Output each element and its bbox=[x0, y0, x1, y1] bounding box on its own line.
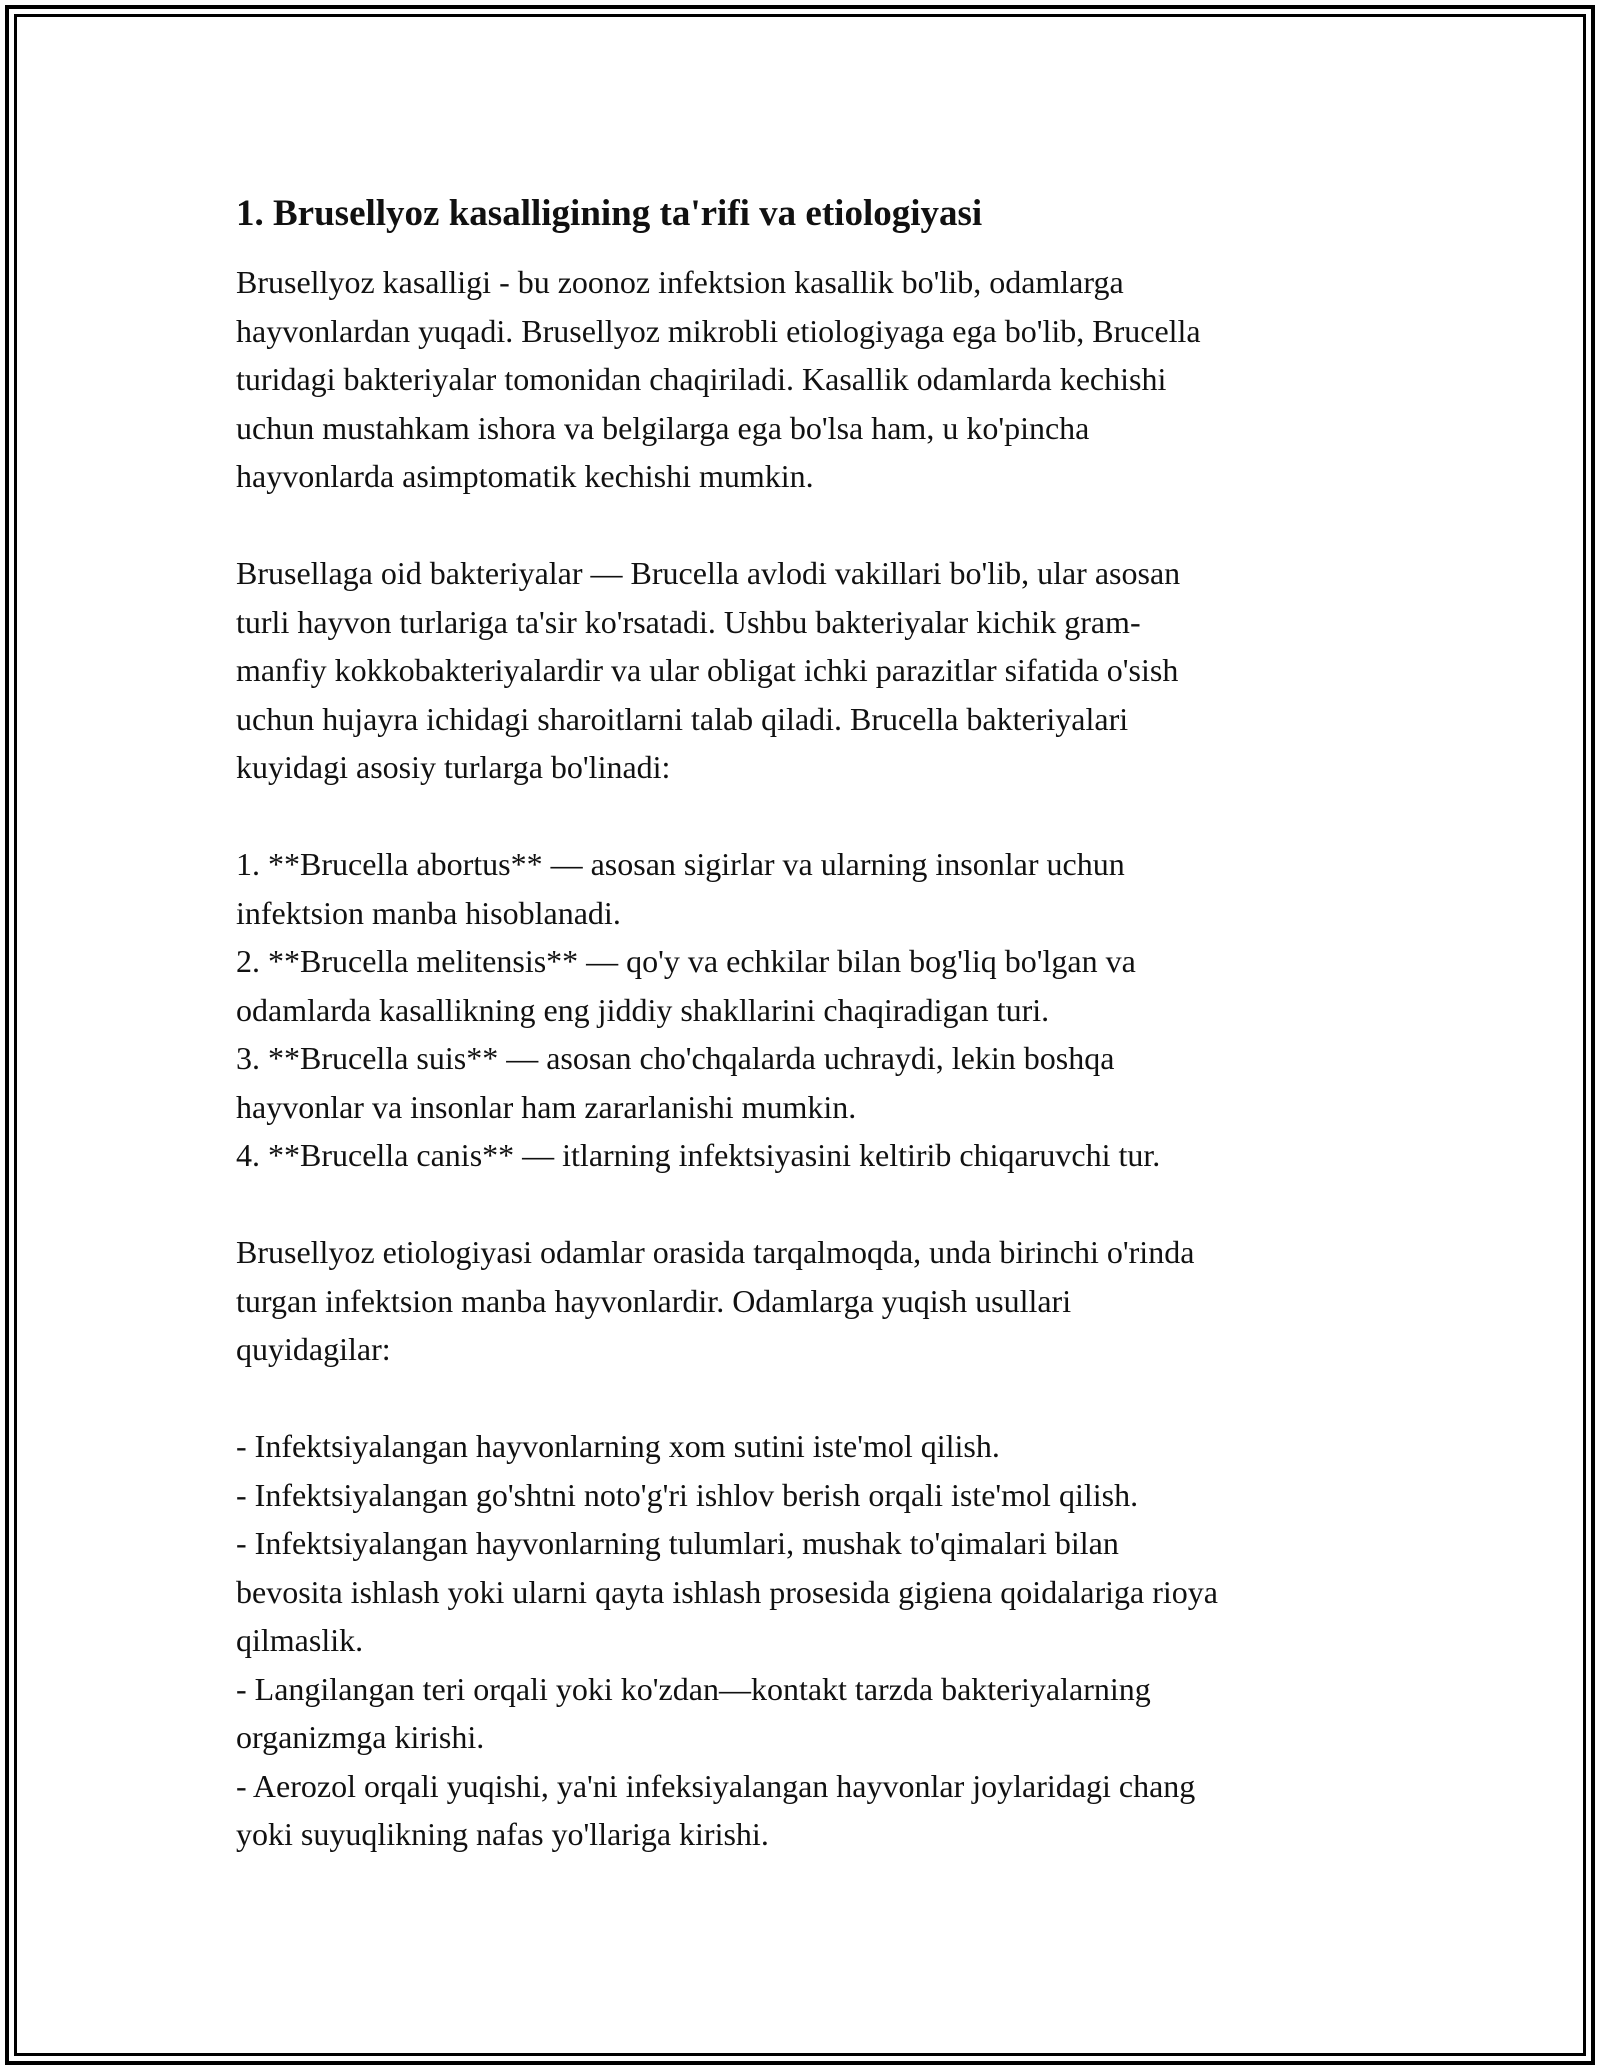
text-line: - Aerozol orqali yuqishi, ya'ni infeksiyalangan hayvonlar joylaridagi chang bbox=[236, 1767, 1196, 1804]
text-line: 1. **Brucella abortus** — asosan sigirlar va ularning insonlar uchun bbox=[236, 846, 1125, 882]
paragraph bbox=[236, 549, 1376, 792]
paragraph bbox=[236, 258, 1376, 501]
text-line: hayvonlardan yuqadi. Brusellyoz mikrobli etiologiyaga ega bo'lib, Brucella bbox=[236, 312, 1201, 349]
text-line: infektsion manba hisoblanadi. bbox=[236, 894, 621, 931]
text-line: Brusellyoz etiologiyasi odamlar orasida tarqalmoqda, unda birinchi o'rinda bbox=[236, 1234, 1195, 1270]
paragraph bbox=[236, 1422, 1376, 1859]
text-line: turidagi bakteriyalar tomonidan chaqiriladi. Kasallik odamlarda kechishi bbox=[236, 361, 1167, 397]
text-line: manfiy kokkobakteriyalardir va ular obligat ichki parazitlar sifatida o'sish bbox=[236, 652, 1179, 688]
section-title: 1. Brusellyoz kasalligining ta'rifi va etiologiyasi bbox=[236, 193, 983, 234]
text-line: qilmaslik. bbox=[236, 1622, 364, 1658]
text-line: hayvonlar va insonlar ham zararlanishi mumkin. bbox=[236, 1088, 857, 1125]
text-line: odamlarda kasallikning eng jiddiy shakllarini chaqiradigan turi. bbox=[236, 991, 1050, 1028]
text-line: quyidagilar: bbox=[236, 1331, 391, 1367]
paragraph bbox=[236, 1228, 1376, 1374]
text-line: turli hayvon turlariga ta'sir ko'rsatadi. Ushbu bakteriyalar kichik gram- bbox=[236, 603, 1141, 640]
text-line: uchun mustahkam ishora va belgilarga ega bo'lsa ham, u ko'pincha bbox=[236, 409, 1090, 446]
text-line: hayvonlarda asimptomatik kechishi mumkin. bbox=[236, 458, 814, 494]
text-line: 3. **Brucella suis** — asosan cho'chqalarda uchraydi, lekin boshqa bbox=[236, 1040, 1115, 1076]
text-line: Brusellyoz kasalligi - bu zoonoz infektsion kasallik bo'lib, odamlarga bbox=[236, 264, 1124, 300]
text-line: - Infektsiyalangan hayvonlarning xom sutini iste'mol qilish. bbox=[236, 1428, 1000, 1464]
text-line: turgan infektsion manba hayvonlardir. Odamlarga yuqish usullari bbox=[236, 1282, 1072, 1319]
text-line: yoki suyuqlikning nafas yo'llariga kirishi. bbox=[236, 1816, 769, 1852]
paragraph bbox=[236, 840, 1376, 1180]
text-line: uchun hujayra ichidagi sharoitlarni talab qiladi. Brucella bakteriyalari bbox=[236, 700, 1129, 737]
paragraphs-container bbox=[236, 258, 1376, 1859]
text-line: kuyidagi asosiy turlarga bo'linadi: bbox=[236, 749, 671, 785]
document-body bbox=[236, 186, 1376, 1907]
text-line: - Langilangan teri orqali yoki ko'zdan—kontakt tarzda bakteriyalarning bbox=[236, 1670, 1151, 1707]
text-line: 2. **Brucella melitensis** — qo'y va echkilar bilan bog'liq bo'lgan va bbox=[236, 943, 1136, 979]
text-line: organizmga kirishi. bbox=[236, 1719, 485, 1755]
text-line: - Infektsiyalangan hayvonlarning tulumlari, mushak to'qimalari bilan bbox=[236, 1525, 1119, 1561]
text-line: Brusellaga oid bakteriyalar — Brucella avlodi vakillari bo'lib, ular asosan bbox=[236, 555, 1181, 591]
text-line: bevosita ishlash yoki ularni qayta ishlash prosesida gigiena qoidalariga rioya bbox=[236, 1573, 1218, 1610]
text-line: 4. **Brucella canis** — itlarning infektsiyasini keltirib chiqaruvchi tur. bbox=[236, 1137, 1161, 1173]
text-line: - Infektsiyalangan go'shtni noto'g'ri ishlov berish orqali iste'mol qilish. bbox=[236, 1476, 1139, 1513]
